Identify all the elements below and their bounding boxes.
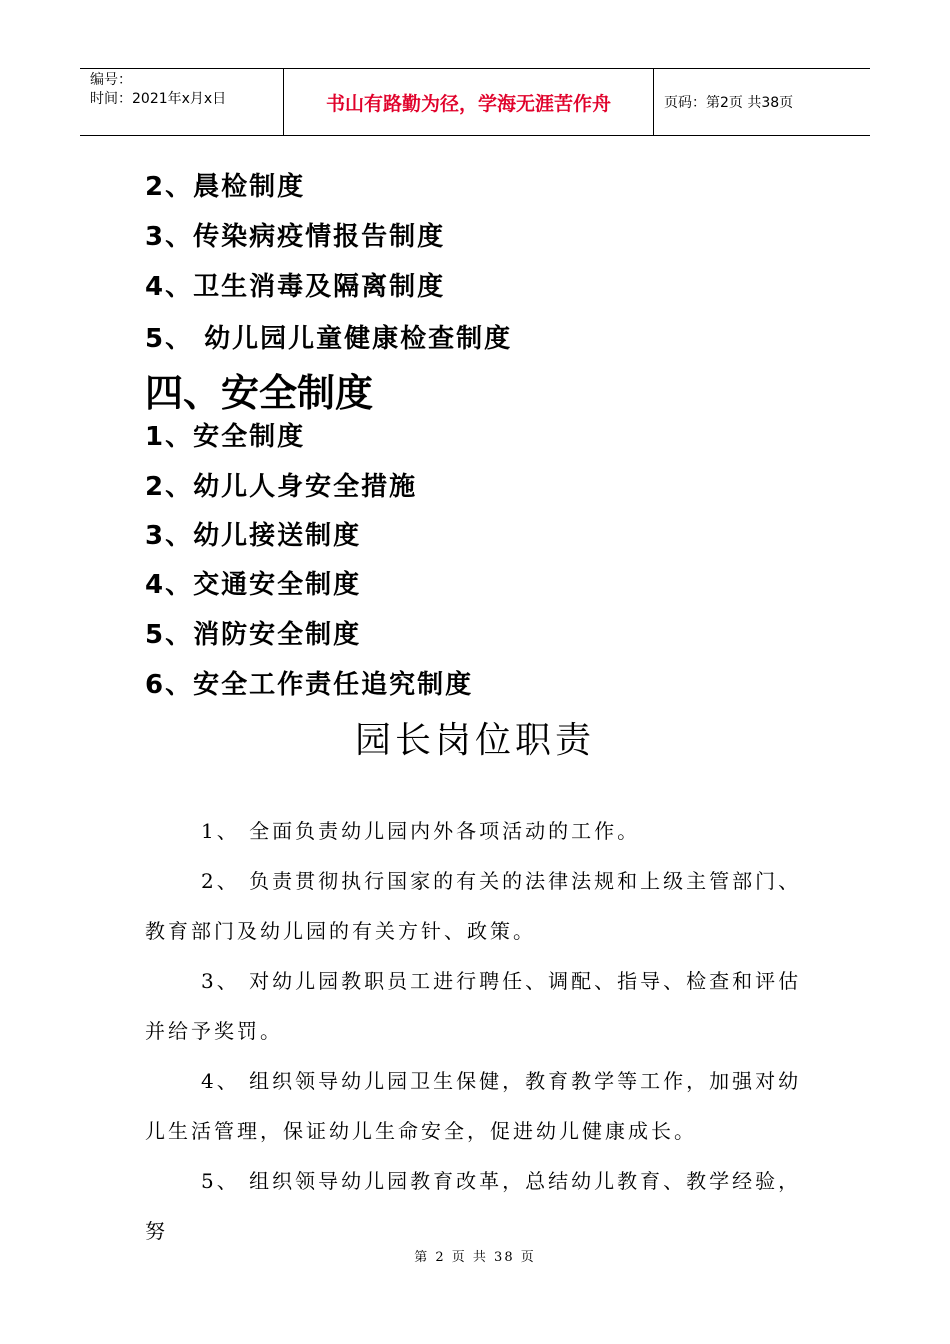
duty-paragraph: 4、 组织领导幼儿园卫生保健，教育教学等工作，加强对幼儿生活管理，保证幼儿生命安全，促进幼儿健康成长。 (145, 1069, 802, 1143)
list-item: 4、卫生消毒及隔离制度 (145, 272, 446, 302)
list-item: 5、消防安全制度 (145, 620, 362, 650)
page-header (80, 68, 870, 136)
duties-list (145, 806, 810, 1256)
list-item: 2、幼儿人身安全措施 (145, 472, 418, 502)
page-footer: 第 2 页 共 38 页 (414, 1250, 536, 1265)
number-label: 编号： (90, 72, 132, 88)
list-item: 4、交通安全制度 (145, 570, 362, 600)
list-item: 5、 幼儿园儿童健康检查制度 (145, 324, 513, 354)
document-title: 园长岗位职责 (354, 720, 595, 761)
list-item: 3、幼儿接送制度 (145, 521, 362, 551)
list-item: 2、晨检制度 (145, 172, 306, 202)
time-label: 时间：2021年x月x日 (90, 91, 227, 107)
header-meta (80, 69, 283, 135)
duty-paragraph: 5、 组织领导幼儿园教育改革，总结幼儿教育、教学经验，努 (145, 1169, 802, 1243)
duty-paragraph: 1、 全面负责幼儿园内外各项活动的工作。 (201, 819, 641, 843)
list-item: 1、安全制度 (145, 422, 306, 452)
duty-paragraph: 3、 对幼儿园教职员工进行聘任、调配、指导、检查和评估并给予奖罚。 (145, 969, 802, 1043)
section-heading: 四、安全制度 (145, 371, 374, 415)
list-item: 6、安全工作责任追究制度 (145, 670, 474, 700)
duty-paragraph: 2、 负责贯彻执行国家的有关的法律法规和上级主管部门、教育部门及幼儿园的有关方针、政策。 (145, 869, 802, 943)
header-motto: 书山有路勤为径，学海无涯苦作舟 (283, 69, 654, 135)
header-page-info: 页码：第2页 共38页 (664, 95, 794, 111)
list-item: 3、传染病疫情报告制度 (145, 222, 446, 252)
